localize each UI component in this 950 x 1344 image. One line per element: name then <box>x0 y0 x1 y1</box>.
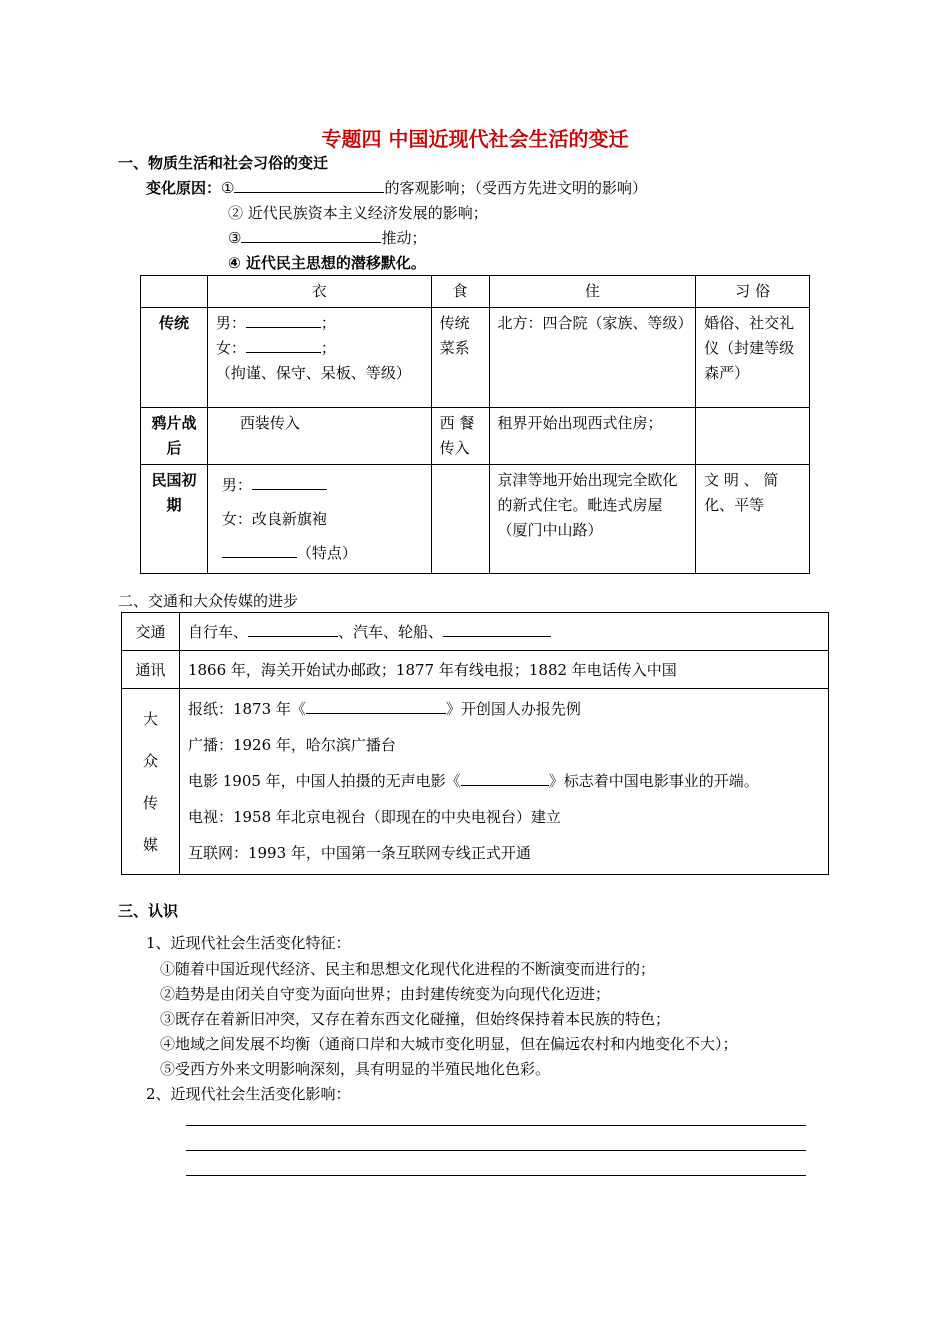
table-row-transport <box>122 613 829 651</box>
table1-corner <box>141 276 208 308</box>
table-row-early-republic <box>141 465 810 574</box>
cloth-post-opium-war: 西装传入 <box>207 408 431 465</box>
cloth-rep-feature-blank[interactable] <box>222 542 297 558</box>
food-post-opium-war: 西 餐 传入 <box>431 408 489 465</box>
reason3-blank[interactable] <box>241 227 381 243</box>
cloth-rep-male-blank[interactable] <box>252 474 327 490</box>
transport-b: 、汽车、轮船、 <box>337 622 443 641</box>
header-food: 食 <box>431 276 489 308</box>
table-row-traditional <box>141 308 810 408</box>
cloth-female-tail: ； <box>320 339 336 357</box>
material-life-table <box>140 275 810 574</box>
section3-item2: 2、近现代社会生活变化影响： <box>146 1085 351 1103</box>
reason3-line <box>228 227 426 248</box>
table-row-communication <box>122 651 829 689</box>
transport-media-table <box>121 612 829 875</box>
page-title: 专题四 中国近现代社会生活的变迁 <box>321 127 629 151</box>
cloth-rep-male-label: 男： <box>221 476 252 494</box>
transport-content <box>179 613 828 651</box>
media-label: 大众传媒 <box>122 689 180 875</box>
cloth-rep-feature: （特点） <box>296 544 357 562</box>
reasons-label: 变化原因： <box>146 179 222 197</box>
film-blank[interactable] <box>461 770 549 786</box>
reason1-suffix: 的客观影响；（受西方先进文明的影响） <box>384 179 647 197</box>
cloth-traditional <box>207 308 431 408</box>
section2-heading: 二、交通和大众传媒的进步 <box>118 592 299 610</box>
food-early-republic <box>431 465 489 574</box>
row-head-early-republic: 民国初期 <box>141 465 208 574</box>
header-custom: 习 俗 <box>696 276 810 308</box>
answer-line-1[interactable] <box>186 1125 806 1126</box>
transport-blank-1[interactable] <box>248 621 338 637</box>
newspaper-b: 》开创国人办报先例 <box>445 700 581 718</box>
section1-heading: 一、物质生活和社会习俗的变迁 <box>118 154 329 172</box>
cloth-female-label: 女： <box>215 339 246 357</box>
table-row-mass-media <box>122 689 829 875</box>
cloth-rep-female: 女：改良新旗袍 <box>221 510 327 528</box>
custom-traditional: 婚俗、社交礼仪（封建等级森严） <box>696 308 810 408</box>
reason3-suffix: 推动； <box>381 229 427 247</box>
newspaper-blank[interactable] <box>306 698 446 714</box>
custom-early-republic: 文 明 、 简化、平等 <box>696 465 810 574</box>
transport-blank-2[interactable] <box>443 621 551 637</box>
section3-item1: 1、近现代社会生活变化特征： <box>146 934 351 952</box>
point-3: ③既存在着新旧冲突，又存在着东西文化碰撞，但始终保持着本民族的特色； <box>160 1010 671 1028</box>
reason3-prefix: ③ <box>228 229 242 247</box>
comm-content: 1866 年，海关开始试办邮政；1877 年有线电报；1882 年电话传入中国 <box>179 651 828 689</box>
comm-label: 通讯 <box>122 651 180 689</box>
newspaper-a: 报纸：1873 年《 <box>187 700 306 718</box>
house-early-republic: 京津等地开始出现完全欧化的新式住宅。毗连式房屋（厦门中山路） <box>489 465 696 574</box>
row-head-post-opium-war: 鸦片战后 <box>141 408 208 465</box>
header-housing: 住 <box>489 276 696 308</box>
cloth-male-tail: ； <box>320 314 336 332</box>
point-2: ②趋势是由闭关自守变为面向世界；由封建传统变为向现代化迈进； <box>160 985 611 1003</box>
film-b: 》标志着中国电影事业的开端。 <box>548 772 759 790</box>
cloth-male-label: 男： <box>215 314 246 332</box>
house-post-opium-war: 租界开始出现西式住房； <box>489 408 696 465</box>
media-content <box>179 689 828 875</box>
reason1-line <box>146 177 647 198</box>
section3-heading: 三、认识 <box>118 902 179 920</box>
point-5: ⑤受西方外来文明影响深刻，具有明显的半殖民地化色彩。 <box>160 1060 551 1078</box>
cloth-early-republic <box>207 465 431 574</box>
row-head-traditional: 传统 <box>141 308 208 408</box>
table-row-post-opium-war <box>141 408 810 465</box>
cloth-note: （拘谨、保守、呆板、等级） <box>215 364 411 382</box>
transport-label: 交通 <box>122 613 180 651</box>
answer-line-2[interactable] <box>186 1150 806 1151</box>
table1-header-row <box>141 276 810 308</box>
reason1-blank[interactable] <box>234 177 384 193</box>
cloth-female-blank[interactable] <box>246 337 321 353</box>
internet-line: 互联网：1993 年，中国第一条互联网专线正式开通 <box>187 844 531 862</box>
reason4-line: ④ 近代民主思想的潜移默化。 <box>228 254 426 272</box>
answer-line-3[interactable] <box>186 1175 806 1176</box>
cloth-male-blank[interactable] <box>246 312 321 328</box>
tv-line: 电视：1958 年北京电视台（即现在的中央电视台）建立 <box>187 808 561 826</box>
reason2-line: ② 近代民族资本主义经济发展的影响； <box>228 204 488 222</box>
header-clothing: 衣 <box>207 276 431 308</box>
point-4: ④地域之间发展不均衡（通商口岸和大城市变化明显，但在偏远农村和内地变化不大）； <box>160 1035 738 1053</box>
reason1-prefix: ① <box>221 179 235 197</box>
custom-post-opium-war <box>696 408 810 465</box>
food-traditional: 传统菜系 <box>431 308 489 408</box>
film-a: 电影 1905 年，中国人拍摄的无声电影《 <box>187 772 461 790</box>
point-1: ①随着中国近现代经济、民主和思想文化现代化进程的不断演变而进行的； <box>160 960 656 978</box>
house-traditional: 北方：四合院（家族、等级） <box>489 308 696 408</box>
transport-a: 自行车、 <box>187 622 248 641</box>
radio-line: 广播：1926 年，哈尔滨广播台 <box>187 736 396 754</box>
